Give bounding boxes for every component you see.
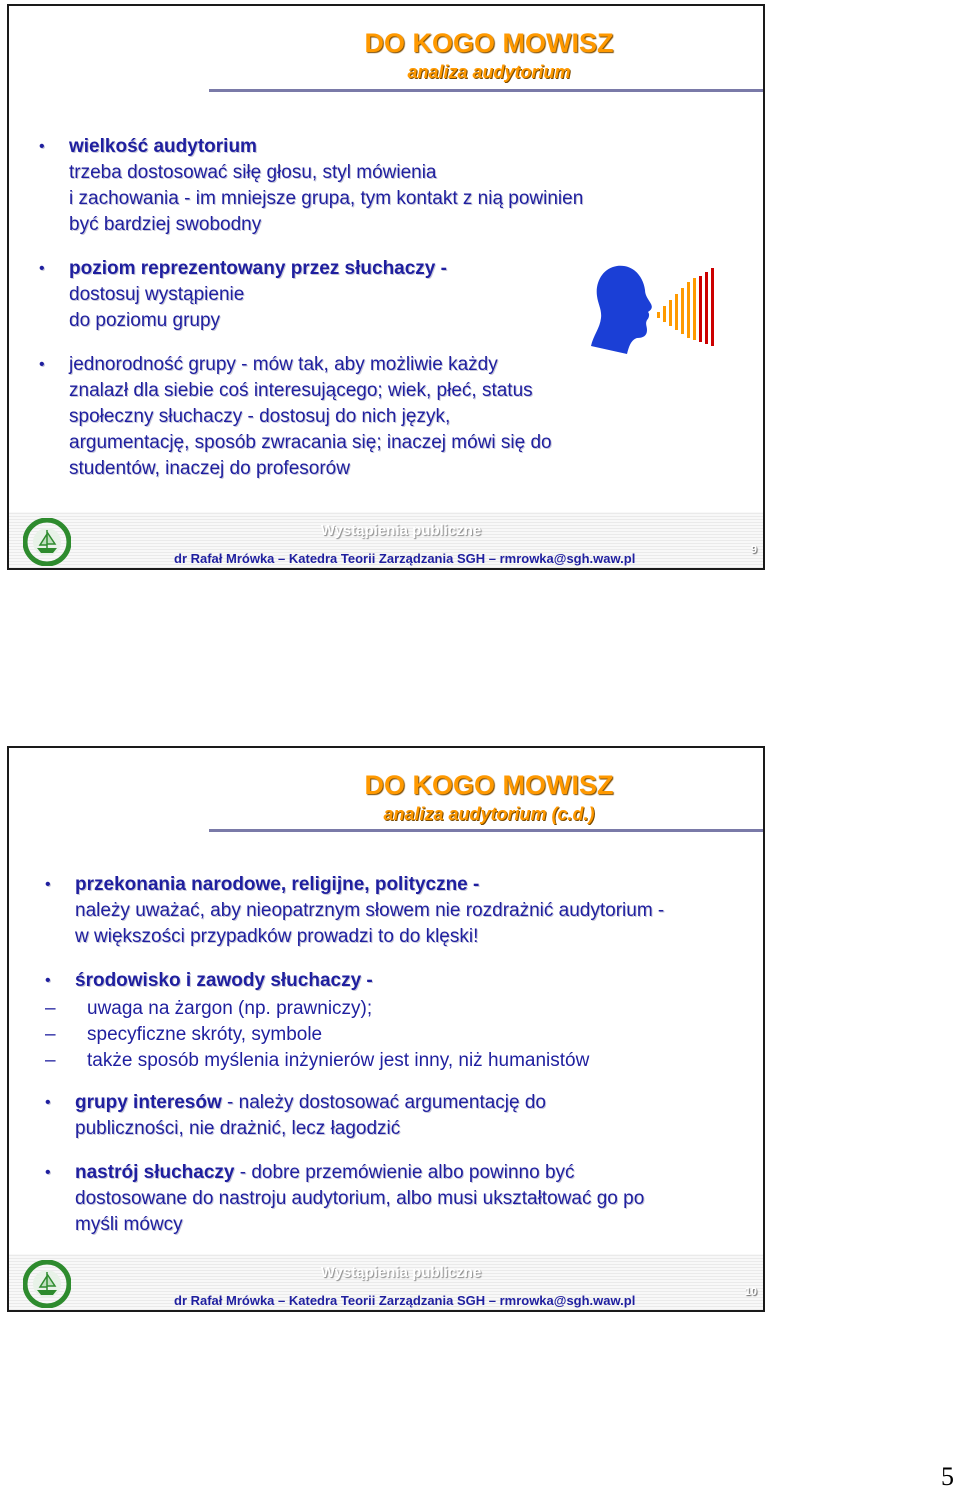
item-text: grupy interesów - należy dostosować argumentację do [75,1092,546,1113]
slide-title: DO KOGO MOWISZ [364,28,614,58]
slide-title: DO KOGO MOWISZ [364,770,614,800]
footer-author: dr Rafał Mrówka – Katedra Teorii Zarządzania SGH – rmrowka@sgh.waw.pl [174,1293,636,1308]
slide-subtitle: analiza audytorium [407,62,571,82]
slide-10 [7,746,765,1312]
dash-icon: – [45,998,56,1019]
bullet-icon: • [39,138,45,155]
item-text: dostosowane do nastroju audytorium, albo musi ukształtować go po [75,1188,645,1209]
sub-item: – uwaga na żargon (np. prawniczy); [45,996,743,1022]
list-item [39,256,743,334]
item-text: do poziomu grupy [69,310,221,331]
list-item [39,352,743,482]
item-heading: wielkość audytorium [69,136,257,157]
list-item [45,1090,743,1142]
list-item [45,1160,743,1238]
bullet-icon: • [39,260,45,277]
slide-footer [9,1254,763,1310]
slide-number: 10 [744,1286,757,1298]
list-item [39,134,743,238]
item-text: znalazł dla siebie coś interesującego; wiek, płeć, status [69,380,533,401]
bullet-icon: • [45,1094,51,1111]
footer-title: Wystąpienia publiczne [320,1264,482,1281]
sub-list [45,996,743,1074]
item-text: trzeba dostosować siłę głosu, styl mówienia [69,162,437,183]
item-text: myśli mówcy [75,1214,183,1235]
list-item [45,872,743,950]
title-divider [209,89,763,92]
item-text: i zachowania - im mniejsze grupa, tym kontakt z nią powinien [69,188,584,209]
item-text: argumentację, sposób zwracania się; inaczej mówi się do [69,432,552,453]
item-text: nastrój słuchaczy - dobre przemówienie albo powinno być [75,1162,575,1183]
item-text: dostosuj wystąpienie [69,284,245,305]
slide-9 [7,4,765,570]
list-item [45,968,743,994]
dash-icon: – [45,1050,56,1071]
item-text: studentów, inaczej do profesorów [69,458,350,479]
bullet-icon: • [39,356,45,373]
bullet-icon: • [45,1164,51,1181]
footer-title: Wystąpienia publiczne [320,522,482,539]
item-text: jednorodność grupy - mów tak, aby możliwie każdy [69,354,498,375]
title-divider [209,829,763,832]
item-text: należy uważać, aby nieopatrznym słowem nie rozdrażnić audytorium - [75,900,665,921]
footer-author: dr Rafał Mrówka – Katedra Teorii Zarządzania SGH – rmrowka@sgh.waw.pl [174,551,636,566]
slide-content [39,134,743,500]
item-text: być bardziej swobodny [69,214,262,235]
dash-icon: – [45,1024,56,1045]
item-text: społeczny słuchaczy - dostosuj do nich język, [69,406,451,427]
item-heading: środowisko i zawody słuchaczy - [75,970,373,991]
item-text: poziom reprezentowany przez słuchaczy - [69,258,447,279]
sub-item: – także sposób myślenia inżynierów jest inny, niż humanistów [45,1048,743,1074]
slide-footer [9,512,763,568]
slide-content [45,872,743,1256]
page-number: 5 [941,1462,954,1491]
item-text: publiczności, nie drażnić, lecz łagodzić [75,1118,401,1139]
item-text: w większości przypadków prowadzi to do klęski! [75,926,479,947]
bullet-icon: • [45,876,51,893]
slide-subtitle: analiza audytorium (c.d.) [383,804,595,824]
item-heading: przekonania narodowe, religijne, polityczne - [75,874,480,895]
bullet-icon: • [45,972,51,989]
slide-number: 9 [750,544,757,556]
sub-item: – specyficzne skróty, symbole [45,1022,743,1048]
